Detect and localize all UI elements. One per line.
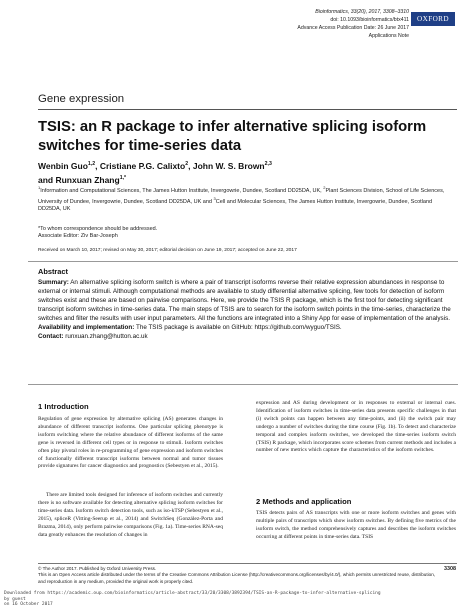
author-name: Cristiane P.G. Calixto [99, 160, 186, 171]
affiliation: Plant Sciences Division, School of Life Sciences, University of Dundee, Invergowrie, Dundee, Scotland DD25DA, UK and [38, 187, 445, 206]
availability-text[interactable]: The TSIS package is available on GitHub: https://github.com/wyguo/TSIS. [134, 323, 342, 331]
journal-citation: Bioinformatics, 33(20), 2017, 3308–3310 [315, 9, 409, 15]
correspondence-note: *To whom correspondence should be addressed. [38, 226, 158, 232]
license-text: This is an Open Access article distributed under the terms of the Creative Commons Attribution License (http://creativecommons.org/licenses/by/4.0/), which permits unrestricted reuse, distribution, and reproduction in any medium, provided the original work is properly cited. [38, 572, 436, 584]
article-title: TSIS: an R package to infer alternative splicing isoform switches for time-series data [38, 119, 427, 154]
intro-paragraph-2: There are limited tools designed for inference of isoform switches and currently there is no software available for detecting alternative splicing isoform switches for time-series data. Isoform switch detection tools, such as iso-kTSP (Sebestyen et al., 2015), spliceR (Vitting-Seerup et al., 2014) and SwitchSeq (González-Porta and Brazma, 2014), only perform pairwise comparisons (Fig. 1a). Time-series RNA-seq data greatly enhances the resolution of changes in [38, 492, 223, 538]
copyright: © The Author 2017. Published by Oxford University Press. [38, 566, 157, 571]
methods-heading: 2 Methods and application [256, 497, 352, 506]
intro-paragraph-1: Regulation of gene expression by alternative splicing (AS) generates changes in abundance of different transcript isoforms. One particular splicing phenotype is isoform switching where the relative abundance of different isoforms of the same gene is reversed in different cell types or in response to stimuli. Isoform switches often play pivotal roles in re-programming of gene expression and isoform switches of functionally different transcript isoforms between normal and tumor tissues provide signatures for cancer diagnostics and prognostics (Sebestyen et al., 2015). [38, 416, 223, 470]
author-sup: 1,2 [87, 161, 96, 167]
associate-editor: Associate Editor: Ziv Bar-Joseph [38, 233, 118, 240]
right-paragraph-1: expression and AS during development or in responses to external or internal cues. Identification of isoform switches in time-series data presents specific challenges in that (i) switch points can happen between any time-points, and (ii) the switch pair may undergo a number of switches during the time course (Fig. 1b). To detect and characterize temporal and complex isoform switches, we developed the time-series isoform switch (TSIS) R package, which incorporates score schemes from current methods and includes a number of new metrics which capture the characteristics of the isoform switches. [256, 400, 456, 454]
author-separator: , [95, 160, 100, 171]
author-name: and Runxuan Zhang [38, 174, 120, 185]
footer [38, 566, 457, 585]
affil-sup: 2 [323, 185, 326, 190]
doi[interactable]: doi: 10.1093/bioinformatics/btx411 [330, 17, 409, 24]
article-history: Received on March 10, 2017; revised on May 30, 2017; editorial decision on June 19, 2017; accepted on June 22, 2017 [38, 248, 297, 253]
section-label: Gene expression [38, 93, 125, 105]
download-watermark: Downloaded from https://academic.oup.com/bioinformatics/article-abstract/33/20/3308/3892394/TSIS-an-R-package-to-infer-alternative-splicing by guest on 16 October 2017 [4, 591, 381, 607]
affiliations [38, 184, 453, 214]
abstract-heading: Abstract [38, 267, 68, 276]
contact-label: Contact: [38, 332, 64, 340]
intro-heading: 1 Introduction [38, 402, 89, 411]
affil-sup: 3 [213, 196, 216, 202]
summary-label: Summary: [38, 279, 69, 286]
availability-label: Availability and implementation: [38, 323, 135, 331]
page-number: 3308 [444, 566, 456, 572]
author-name: John W. S. Brown [192, 160, 265, 171]
author-list [38, 158, 448, 186]
affil-sup: 1 [38, 185, 41, 190]
header-divider [38, 109, 457, 110]
publisher-logo: OXFORD [411, 12, 455, 26]
affiliation: Information and Computational Sciences, The James Hutton Institute, Invergowrie, Dundee, Scotland DD25DA, UK, [40, 187, 324, 194]
contact-email[interactable]: runxuan.zhang@hutton.ac.uk [63, 332, 148, 340]
author-sup: 1,* [119, 174, 127, 181]
summary-text: An alternative splicing isoform switch is where a pair of transcript isoforms reverse their relative expression abundances in response to external or internal stimuli. Although computational methods are available to study differential alternative splicing, few tools for detection of isoform switches exist and these are based on pairwise comparisons. Here, we provide the TSIS R package, which is the first tool for detecting significant transcript isoform switches in time-series data. The main steps of TSIS are to search for the isoform switch points in the time-series, characterize the switches and filter the results with user input parameters. All the functions are integrated into a Shiny App for ease of implementation of the analysis. [38, 279, 451, 322]
methods-paragraph: TSIS detects pairs of AS transcripts with one or more isoform switches and genes with multiple pairs of transcripts which show isoform switches. By defining five metrics of the isoform switch, the method comprehensively captures and describes the isoform switches occurring at different points in time-series data. TSIS [256, 510, 456, 540]
affiliation: Cell and Molecular Sciences, The James Hutton Institute, Invergowrie, Dundee, Scotland DD25DA, UK [38, 199, 433, 213]
advance-access-date: Advance Access Publication Date: 26 June 2017 [297, 25, 409, 32]
journal-meta [189, 8, 409, 40]
author-sup: 2 [185, 161, 189, 167]
article-type: Applications Note [368, 33, 409, 40]
footer-divider [38, 563, 457, 564]
author-separator: , [188, 160, 193, 171]
abstract-body [38, 279, 452, 342]
author-sup: 2,3 [264, 161, 272, 167]
author-name: Wenbin Guo [38, 160, 88, 171]
correspondence-block [38, 226, 338, 241]
